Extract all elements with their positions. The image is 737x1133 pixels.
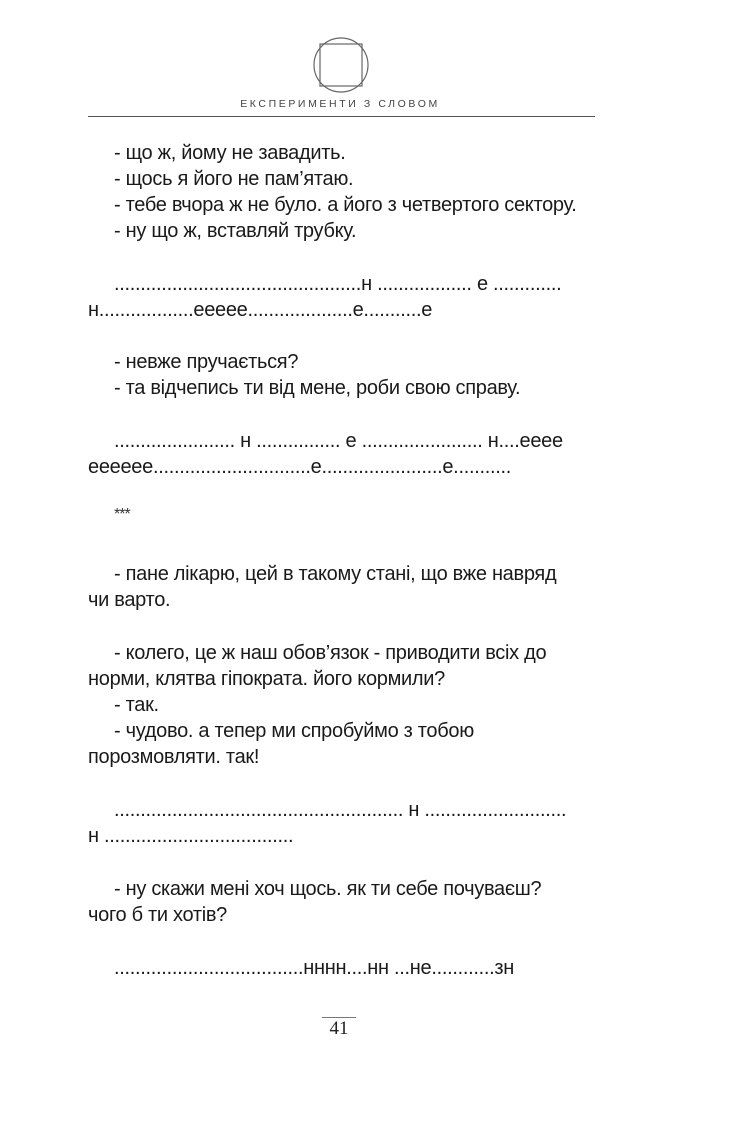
- dotted-line: ....................................нннн....нн ...не............зн: [114, 957, 515, 979]
- dotted-line: н ....................................: [88, 825, 294, 847]
- dialogue-line: - та відчепись ти від мене, роби свою справу.: [114, 377, 521, 399]
- dotted-line: н..................еееее....................е...........е: [88, 299, 433, 321]
- dialogue-line: чого б ти хотів?: [88, 904, 227, 926]
- dialogue-line: - так.: [114, 694, 159, 716]
- dialogue-line: - чудово. а тепер ми спробуймо з тобою: [114, 720, 474, 742]
- page-number: 41: [329, 1018, 349, 1039]
- dialogue-line: чи варто.: [88, 589, 171, 611]
- dotted-line: ееееее..............................е.......................е...........: [88, 456, 512, 478]
- circle-square-emblem-icon: [312, 36, 370, 94]
- dialogue-line: - щось я його не пам’ятаю.: [114, 168, 354, 190]
- dotted-line: ....................................................... н ...........................: [114, 799, 567, 821]
- dialogue-line: - колего, це ж наш обов’язок - приводити всіх до: [114, 642, 547, 664]
- dialogue-line: - що ж, йому не завадить.: [114, 142, 346, 164]
- dialogue-line: - ну скажи мені хоч щось. як ти себе почуваєш?: [114, 878, 542, 900]
- dialogue-line: - тебе вчора ж не було. а його з четвертого сектору.: [114, 194, 577, 216]
- header-rule: [88, 116, 595, 117]
- dialogue-line: порозмовляти. так!: [88, 746, 260, 768]
- dialogue-line: - пане лікарю, цей в такому стані, що вже навряд: [114, 563, 557, 585]
- dialogue-line: норми, клятва гіпократа. його кормили?: [88, 668, 445, 690]
- section-break-asterisks: ***: [114, 506, 130, 523]
- dotted-line: ...............................................н .................. е .............: [114, 273, 562, 295]
- running-head: ЕКСПЕРИМЕНТИ З СЛОВОМ: [240, 98, 440, 110]
- dialogue-line: - ну що ж, вставляй трубку.: [114, 220, 357, 242]
- dialogue-line: - невже пручається?: [114, 351, 299, 373]
- dotted-line: ....................... н ................ е ....................... н....ееее: [114, 430, 563, 452]
